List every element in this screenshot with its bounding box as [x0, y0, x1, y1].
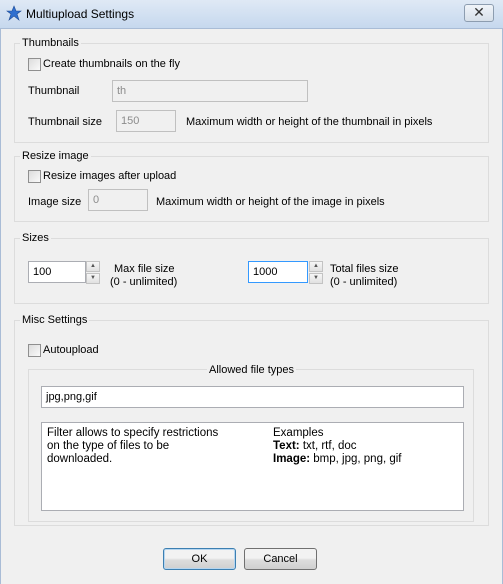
spin-up-icon[interactable]: ▲ [309, 261, 323, 272]
thumbnails-group-label: Thumbnails [22, 37, 79, 49]
thumbnail-size-input[interactable]: 150 [116, 110, 176, 132]
image-size-hint: Maximum width or height of the image in pixels [156, 196, 385, 208]
close-button[interactable] [464, 4, 494, 22]
help-memo[interactable] [41, 422, 464, 511]
resize-images-checkbox[interactable] [28, 170, 41, 183]
app-icon [6, 5, 23, 22]
example-image-label: Image: [273, 453, 311, 465]
autoupload-label[interactable]: Autoupload [43, 344, 99, 356]
example-image-value: bmp, jpg, png, gif [310, 453, 402, 465]
example-image-row [273, 453, 402, 466]
allowed-types-input[interactable]: jpg,png,gif [41, 386, 464, 408]
total-files-size-label: Total files size [330, 263, 399, 275]
window-title: Multiupload Settings [26, 7, 135, 21]
thumbnail-input[interactable]: th [112, 80, 308, 102]
image-size-label: Image size [28, 196, 82, 208]
spin-down-icon[interactable]: ▼ [86, 273, 100, 284]
max-file-size-label: Max file size [114, 263, 175, 275]
close-icon: ✕ [473, 4, 485, 20]
total-files-size-sub: (0 - unlimited) [330, 276, 398, 288]
create-thumbnails-checkbox[interactable] [28, 58, 41, 71]
resize-images-label[interactable]: Resize images after upload [43, 170, 177, 182]
sizes-group-label: Sizes [22, 232, 49, 244]
resize-group [14, 156, 489, 222]
help-line: downloaded. [47, 453, 113, 465]
examples-title: Examples [273, 427, 324, 439]
thumbnail-label: Thumbnail [28, 85, 80, 97]
autoupload-checkbox[interactable] [28, 344, 41, 357]
spin-up-icon[interactable]: ▲ [86, 261, 100, 272]
total-files-size-input[interactable]: 1000 [248, 261, 308, 283]
misc-group-label: Misc Settings [22, 314, 88, 326]
thumbnail-size-label: Thumbnail size [28, 116, 102, 128]
example-text-label: Text: [273, 440, 300, 452]
ok-button[interactable]: OK [163, 548, 236, 570]
max-file-size-spinner[interactable] [86, 261, 100, 284]
total-files-size-spinner[interactable] [309, 261, 323, 284]
spin-down-icon[interactable]: ▼ [309, 273, 323, 284]
help-line: Filter allows to specify restrictions [47, 427, 219, 439]
help-line: on the type of files to be [47, 440, 170, 452]
max-file-size-sub: (0 - unlimited) [110, 276, 178, 288]
examples-text [273, 427, 402, 466]
example-text-row [273, 440, 402, 453]
cancel-button[interactable]: Cancel [244, 548, 317, 570]
resize-group-label: Resize image [22, 150, 89, 162]
example-text-value: txt, rtf, doc [299, 440, 357, 452]
title-bar[interactable] [0, 0, 503, 29]
help-text [47, 427, 218, 466]
thumbnail-size-hint: Maximum width or height of the thumbnail in pixels [186, 116, 433, 128]
allowed-types-label: Allowed file types [209, 364, 294, 376]
image-size-input[interactable]: 0 [88, 189, 148, 211]
create-thumbnails-label[interactable]: Create thumbnails on the fly [43, 58, 180, 70]
max-file-size-input[interactable]: 100 [28, 261, 86, 283]
